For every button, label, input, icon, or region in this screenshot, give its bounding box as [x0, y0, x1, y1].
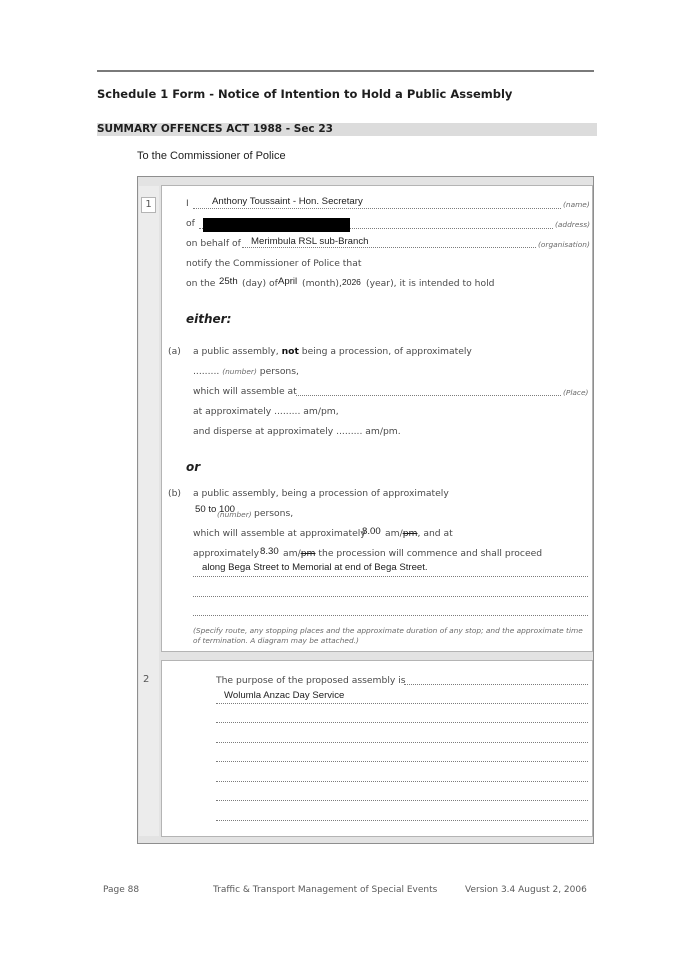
on-the-label: on the [186, 278, 216, 289]
notify-text: notify the Commissioner of Police that [186, 258, 362, 269]
option-a-place-hint: (Place) [563, 388, 589, 397]
option-a-assemble-label: which will assemble at [193, 386, 297, 397]
option-b-marker: (b) [168, 488, 182, 499]
option-a-persons: persons, [259, 366, 299, 377]
section-2-panel [161, 660, 593, 837]
year-field[interactable]: 2026 [342, 277, 361, 287]
option-a-disperse: and disperse at approximately ......... am/pm. [193, 426, 401, 437]
section-1-number: 1 [141, 197, 156, 213]
purpose-dotted-line-5 [216, 781, 588, 782]
month-field[interactable]: April [278, 276, 298, 287]
organisation-dotted-line [242, 247, 536, 248]
section-2-number: 2 [143, 674, 150, 685]
option-b-approx-label: approximately [193, 548, 260, 559]
organisation-hint: (organisation) [538, 240, 590, 249]
schedule-title: Schedule 1 Form - Notice of Intention to Hold a Public Assembly [97, 87, 513, 101]
option-a-approx: at approximately ......... am/pm, [193, 406, 339, 417]
purpose-dotted-lead [404, 684, 588, 685]
option-a-number-hint: (number) [222, 367, 257, 376]
option-b-commence-ampm [283, 548, 542, 559]
option-b-assemble-time[interactable]: 8.00 [362, 526, 381, 537]
option-a-post: being a procession, of approximately [301, 346, 472, 357]
option-b-commence-time[interactable]: 8.30 [260, 546, 279, 557]
option-a-pre: a public assembly, [193, 346, 279, 357]
day-label: (day) of [242, 278, 278, 289]
addressee-line: To the Commissioner of Police [137, 150, 286, 162]
purpose-dotted-line-2 [216, 722, 588, 723]
option-b-number-field[interactable]: 50 to 100 [195, 504, 236, 515]
option-b-commence-pm-struck: pm [300, 548, 316, 559]
option-b-assemble-label: which will assemble at approximately [193, 528, 366, 539]
redacted-address-field[interactable] [203, 218, 350, 232]
option-a-place-dotted-line [296, 395, 561, 396]
section-1-panel [161, 185, 593, 652]
route-note: (Specify route, any stopping places and the approximate duration of any stop; and the approximate time of termination. A diagram may be attached.) [193, 626, 583, 645]
option-b-commence-am: am/ [283, 548, 301, 559]
footer-version: Version 3.4 August 2, 2006 [465, 885, 587, 895]
purpose-dotted-line-1 [216, 703, 588, 704]
option-b-number-hint: (number) [217, 510, 252, 519]
option-b-assemble-pm-struck: pm [402, 528, 418, 539]
purpose-dotted-line-4 [216, 761, 588, 762]
option-b-assemble-ampm [385, 528, 453, 539]
footer-publication: Traffic & Transport Management of Special Events [213, 885, 438, 895]
option-a-line1 [193, 346, 472, 357]
top-rule [97, 70, 594, 72]
option-b-assemble-post: , and at [417, 528, 453, 539]
name-hint: (name) [563, 200, 590, 209]
route-field[interactable]: along Bega Street to Memorial at end of Bega Street. [202, 562, 428, 573]
either-heading: either: [186, 312, 232, 326]
option-a-not: not [281, 346, 299, 357]
route-dotted-line-3 [193, 615, 588, 616]
i-label: I [186, 198, 189, 209]
section-number-column [139, 186, 159, 836]
purpose-label: The purpose of the proposed assembly is [216, 675, 406, 686]
day-field[interactable]: 25th [219, 276, 238, 287]
footer-page-number: Page 88 [103, 885, 140, 895]
act-title: SUMMARY OFFENCES ACT 1988 - Sec 23 [97, 123, 333, 135]
of-label: of [186, 218, 195, 229]
purpose-dotted-line-7 [216, 820, 588, 821]
name-field[interactable]: Anthony Toussaint - Hon. Secretary [212, 196, 363, 207]
purpose-dotted-line-3 [216, 742, 588, 743]
option-b-commence-post: the procession will commence and shall proceed [318, 548, 543, 559]
option-b-assemble-am: am/ [385, 528, 403, 539]
option-a-number-line: ......... (number) persons, [193, 366, 299, 377]
option-b-persons: persons, [254, 508, 294, 519]
option-b-line1: a public assembly, being a procession of approximately [193, 488, 449, 499]
purpose-field[interactable]: Wolumla Anzac Day Service [224, 690, 345, 701]
year-label: (year), it is intended to hold [366, 278, 495, 289]
month-label: (month), [302, 278, 342, 289]
name-dotted-line [193, 208, 561, 209]
route-dotted-line-1 [193, 576, 588, 577]
option-a-marker: (a) [168, 346, 181, 357]
behalf-label: on behalf of [186, 238, 241, 249]
organisation-field[interactable]: Merimbula RSL sub-Branch [251, 236, 369, 247]
route-dotted-line-2 [193, 596, 588, 597]
purpose-dotted-line-6 [216, 800, 588, 801]
or-heading: or [186, 460, 201, 474]
address-hint: (address) [555, 220, 590, 229]
